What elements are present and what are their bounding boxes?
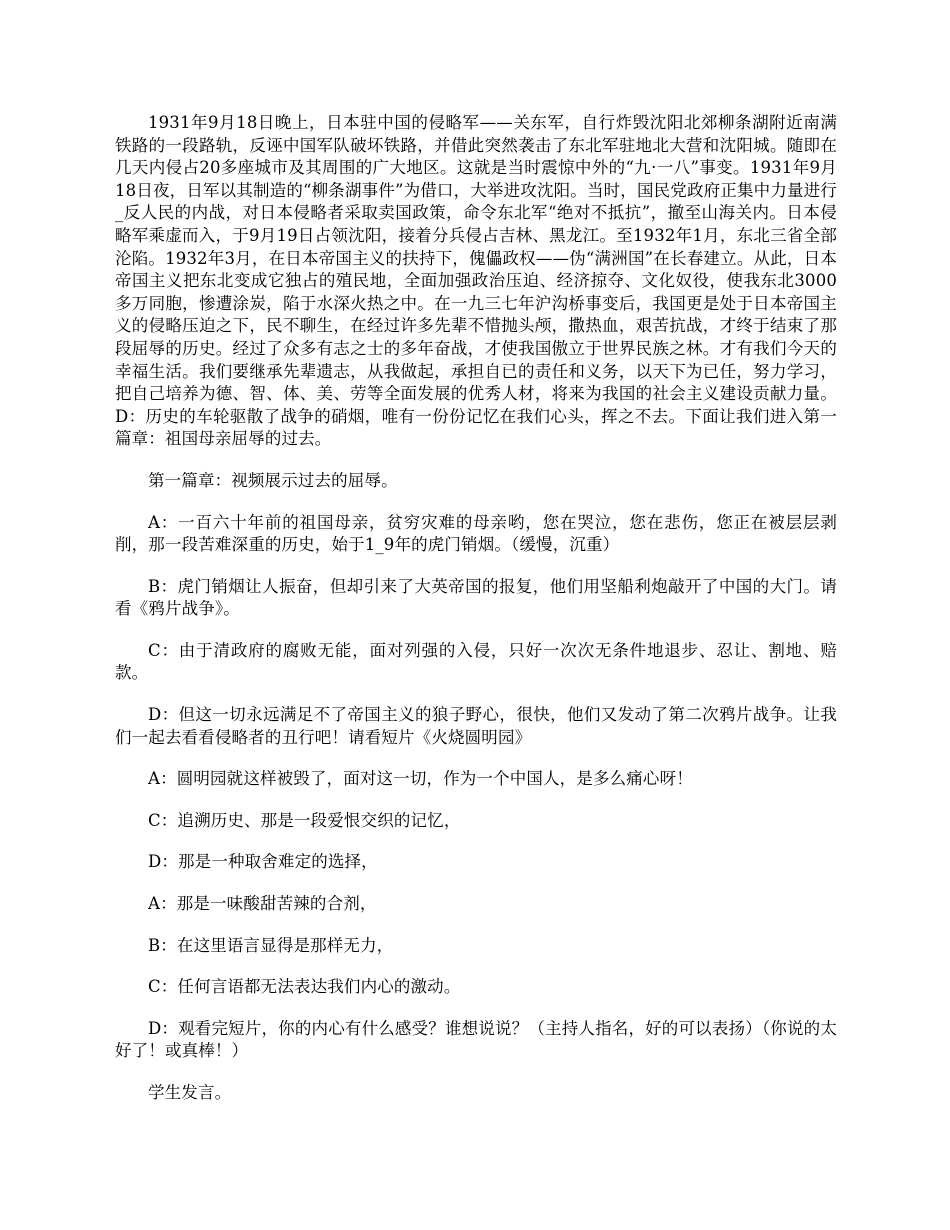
paragraph-c-1: C：由于清政府的腐败无能，面对列强的入侵，只好一次次无条件地退步、忍让、割地、赔款。 [115,640,837,683]
paragraph-d-2: D：那是一种取舍难定的选择， [148,852,378,872]
document-page [115,112,837,1105]
paragraph-a-1: A：一百六十年前的祖国母亲，贫穷灾难的母亲哟，您在哭泣，您在悲伤，您正在被层层剥削，那一段苦难深重的历史，始于1_9年的虎门销烟。（缓慢，沉重） [115,512,837,555]
paragraph-intro: 1931年9月18日晚上，日本驻中国的侵略军——关东军，自行炸毁沈阳北郊柳条湖附近南满铁路的一段路轨，反诬中国军队破坏铁路，并借此突然袭击了东北军驻地北大营和沈阳城。随即在几天内侵占20多座城市及其周围的广大地区。这就是当时震惊中外的“九·一八”事变。1931年9月18日夜，日军以其制造的“柳条湖事件”为借口，大举进攻沈阳。当时，国民党政府正集中力量进行_反人民的内战，对日本侵略者采取卖国政策，命令东北军“绝对不抵抗”，撤至山海关内。日本侵略军乘虚而入，于9月19日占领沈阳，接着分兵侵占吉林、黑龙江。至1932年1月，东北三省全部沦陷。1932年3月，在日本帝国主义的扶持下，傀儡政权——伪“满洲国”在长春建立。从此，日本帝国主义把东北变成它独占的殖民地，全面加强政治压迫、经济掠夺、文化奴役，使我东北3000多万同胞，惨遭涂炭，陷于水深火热之中。在一九三七年沪沟桥事变后，我国更是处于日本帝国主义的侵略压迫之下，民不聊生，在经过许多先辈不惜抛头颅，撒热血，艰苦抗战，才终于结束了那段屈辱的历史。经过了众多有志之士的多年奋战，才使我国傲立于世界民族之林。才有我们今天的幸福生活。我们要继承先辈遗志，从我做起，承担自已的责任和义务，以天下为已任，努力学习，把自己培养为德、智、体、美、劳等全面发展的优秀人材，将来为我国的社会主义建设贡献力量。D：历史的车轮驱散了战争的硝烟，唯有一份份记忆在我们心头，挥之不去。下面让我们进入第一篇章：祖国母亲屈辱的过去。 [115,113,837,449]
paragraph-d-1: D：但这一切永远满足不了帝国主义的狼子野心，很快，他们又发动了第二次鸦片战争。让我们一起去看看侵略者的丑行吧！请看短片《火烧圆明园》 [115,705,837,747]
paragraph-c-2: C：追溯历史、那是一段爱恨交织的记忆， [148,810,461,830]
paragraph-a-2: A：圆明园就这样被毁了，面对这一切，作为一个中国人，是多么痛心呀！ [148,769,693,789]
paragraph-d-3: D：观看完短片，你的内心有什么感受？谁想说说？（主持人指名，好的可以表扬）（你说的太好了！或真棒！） [115,1018,837,1061]
paragraph-student-speech: 学生发言。 [148,1083,232,1102]
paragraph-c-3: C：任何言语都无法表达我们内心的激动。 [148,977,461,997]
paragraph-chapter-one: 第一篇章：视频展示过去的屈辱。 [148,470,398,490]
paragraph-b-2: B：在这里语言显得是那样无力， [148,935,394,955]
paragraph-a-3: A：那是一味酸甜苦辣的合剂， [148,894,377,914]
paragraph-b-1: B：虎门销烟让人振奋，但却引来了大英帝国的报复，他们用坚船利炮敲开了中国的大门。请看《鸦片战争》。 [115,576,837,619]
